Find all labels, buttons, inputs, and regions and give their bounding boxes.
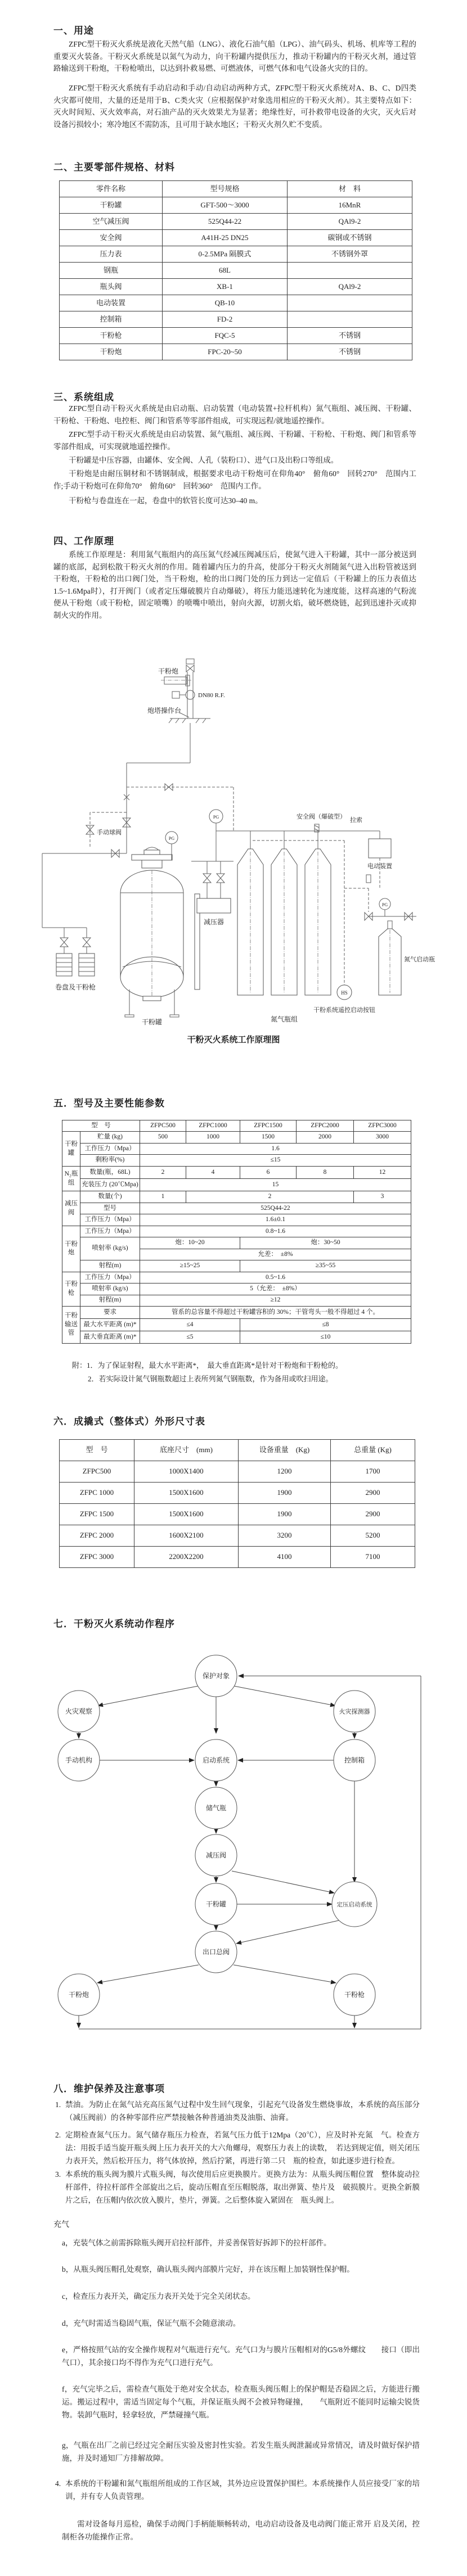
cell: ≥35~55	[240, 1260, 411, 1272]
working-principle-diagram	[0, 652, 467, 1051]
platform-label: 炮塔操作台	[147, 707, 182, 715]
cell: 2	[140, 1166, 186, 1178]
cell: 干粉罐	[62, 1132, 80, 1166]
final-paragraph: 需对设备每月巡检，确保手动阀门手柄能顺畅转动，电动启动设备及电动阀门能正常开 启及关闭，控制柜各功能操作正常。	[62, 2520, 420, 2541]
header-cell: 总重量 (Kg)	[331, 1440, 415, 1461]
cell: 2200X2200	[134, 1547, 239, 1568]
cell: 1200	[239, 1461, 331, 1483]
header-cell: 设备重量 (Kg)	[239, 1440, 331, 1461]
flow-node-fire-detector: 火灾探测器	[339, 1709, 370, 1715]
maintenance-item-3: 3. 本系统的瓶头阀为膜片式瓶头阀，每次使用后应更换膜片。更换方法为：从瓶头阀压帽位置 整体旋动拉杆部件，待拉杆部件全部旋出之后，旋动压帽直至压帽脱落，取出弹簧、垫片及 破损膜片。更换全新膜片之后，在压帽内依次放入膜片，垫片，弹簧。之后整体旋入紧固在 瓶头阀上。	[55, 2168, 420, 2207]
cell: XB-1	[163, 279, 288, 295]
header-cell: 型 号	[60, 1440, 134, 1461]
cell: ZFPC 1500	[60, 1504, 134, 1525]
flow-node-powder-cannon: 干粉炮	[68, 1991, 89, 1999]
charging-item-d: d，充气时需适当稳固气瓶，保证气瓶不会随意滚动。	[62, 2319, 241, 2328]
diagram-caption: 干粉灭火系统工作原理图	[187, 1035, 280, 1045]
maintenance-item-2: 2. 定期检查氮气压力。氮气储存瓶压力检查，若氮气压力低于12Mpa（20℃），应及时补充氮 气。检查方法：用扳手适当旋开瓶头阀上压力表开关的大六角螺母，观察压力表上的读数， 若达到规定值，则关闭压力表开关，然后松开压力，将气体放掉，然后拧紧，再进行第二只 瓶的检查，如此逐步进行检查。	[55, 2128, 420, 2167]
cell: 8	[297, 1166, 354, 1178]
header-cell: 型号规格	[163, 181, 288, 197]
cell: 12	[354, 1166, 411, 1178]
section5-heading: 五．型号及主要性能参数	[53, 1098, 165, 1109]
flow-node-pressure-start-system: 定压启动系统	[336, 1902, 372, 1908]
cell: 最大垂直距离 (m)*	[80, 1331, 140, 1343]
cell: ZFPC 3000	[60, 1547, 134, 1568]
cell: FD-2	[163, 311, 288, 328]
cell: 1900	[239, 1504, 331, 1525]
cell: QAl9-2	[288, 279, 412, 295]
section3-paragraph-3: 干粉罐是中压容器，由罐体、安全阀、人孔（装粉口）、进气口及出粉口等组成。	[69, 456, 339, 464]
charging-item-g: g，气瓶在出厂之前已经过完全耐压实验及密封性实验。若发生瓶头阀泄漏或异常情况，请及时做好保护措施，并及时通知厂方排解故障。	[62, 2441, 420, 2462]
parts-spec-table	[59, 180, 412, 360]
item-number: 4.	[55, 2479, 61, 2488]
cell: 3200	[239, 1525, 331, 1547]
cell: 525Q44-22	[140, 1203, 411, 1214]
cell: 安全阀	[60, 230, 163, 246]
cell: 工作压力（Mpa）	[80, 1143, 140, 1154]
cell: 4100	[239, 1547, 331, 1568]
cell: 射程(m)	[80, 1295, 140, 1306]
cell: 5（允差： ±8%）	[140, 1284, 411, 1295]
section1-paragraph-1: ZFPC型干粉灭火系统是液化天然气船（LNG）、液化石油气船（LPG）、油气码头、机场、机库等工程的重要灭火装备。干粉灭火系统是以氮气为动力，向干粉罐内提供压力，推动干粉罐内的干粉灭火剂，通过管路输送到干粉炮，干粉枪喷出，以达到扑救易燃、可燃液体，可燃气体和电气设备火灾的目的。	[53, 40, 416, 73]
flow-node-fire-observation: 火灾观察	[65, 1707, 93, 1715]
cell: 数量(个)	[80, 1191, 140, 1203]
cell: 68L	[163, 263, 288, 279]
cell: ≤8	[240, 1319, 411, 1331]
cell: 喷射率 (kg/s)	[80, 1284, 140, 1295]
section2-heading: 二、主要零部件规格、材料	[53, 162, 175, 173]
item-number: 2.	[55, 2131, 61, 2139]
dimensions-table	[59, 1439, 415, 1568]
cell: 充装压力 (20℃Mpa)	[80, 1179, 140, 1191]
section3-paragraph-1: ZFPC型自动干粉灭火系统是由启动瓶、启动装置（电动装置+拉杆机构）氮气瓶组、减压阀、干粉罐、干粉枪、干粉炮、电控柜、阀门和管系等零部件组成，可实现远程/就地遥控操作。	[53, 404, 416, 425]
manifold-lines	[209, 810, 391, 888]
cell: 干粉炮	[62, 1226, 80, 1272]
cell: 数量(瓶，68L)	[80, 1166, 140, 1178]
charging-item-a: a，充装气体之前需拆除瓶头阀开启拉杆部件，并妥善保管好拆卸下的拉杆部件。	[62, 2239, 331, 2247]
charging-item-e: e，严格按照气站的安全操作规程对气瓶进行充气。充气口为与膜片压帽相对的G5/8外螺纹 接口（即出气口），其余接口均不得作为充气口进行充气。	[62, 2345, 420, 2367]
flow-node-gas-bottle: 储气瓶	[205, 1804, 227, 1812]
cell: 5200	[331, 1525, 415, 1547]
cell: 要求	[80, 1307, 140, 1319]
cell: 16MnR	[288, 197, 412, 214]
performance-table	[62, 1120, 411, 1344]
section3-paragraph-5: 干粉枪与卷盘连在一起，卷盘中的软管长度可达30–40 m。	[69, 496, 263, 505]
reducer-label: 减压器	[203, 918, 224, 926]
cell: 0.8~1.6	[140, 1226, 411, 1237]
reel-gun-label: 卷盘及干粉枪	[55, 983, 96, 991]
cell: 3000	[354, 1132, 411, 1143]
cell: 15	[140, 1179, 411, 1191]
cell: ≤15	[140, 1155, 411, 1166]
cell: 2900	[331, 1504, 415, 1525]
cell: 1000	[186, 1132, 240, 1143]
header-cell: 型 号	[62, 1120, 140, 1132]
cell: 1.6	[140, 1143, 411, 1154]
cell: ZFPC 2000	[60, 1525, 134, 1547]
cell: 1000X1400	[134, 1461, 239, 1483]
cell: ≥12	[140, 1295, 411, 1306]
cell: 2	[186, 1191, 354, 1203]
cell: 型号	[80, 1203, 140, 1214]
cell	[288, 311, 412, 328]
cell: 1500X1600	[134, 1483, 239, 1504]
nitrogen-group-label: 氮气瓶组	[270, 1015, 298, 1023]
cell: 1	[140, 1191, 186, 1203]
cell: 最大水平距离 (m)*	[80, 1319, 140, 1331]
cell: FQC-5	[163, 328, 288, 344]
cell: 4	[186, 1166, 240, 1178]
cell: 贮量 (kg)	[80, 1132, 140, 1143]
cell: 干粉罐	[60, 197, 163, 214]
cell: 7100	[331, 1547, 415, 1568]
section3-heading: 三、系统组成	[53, 392, 114, 403]
cell: 电动装置	[60, 295, 163, 311]
flow-node-reducing-valve: 减压阀	[205, 1851, 227, 1859]
manifold-pressure-gauge-label: PG	[213, 815, 219, 820]
starter-bottle-label: 氮气启动瓶	[404, 956, 435, 963]
tank-label: 干粉罐	[141, 1018, 163, 1026]
cell: 控制箱	[60, 311, 163, 328]
header-cell: 底座尺寸 (mm)	[134, 1440, 239, 1461]
header-cell: 材 料	[288, 181, 412, 197]
section1-heading: 一、用途	[53, 25, 94, 36]
flow-node-manual-mechanism: 手动机构	[65, 1756, 93, 1764]
starter-pressure-gauge-label: PG	[381, 902, 388, 907]
cell: 干粉枪	[62, 1272, 80, 1306]
cable-label: 拉索	[350, 817, 362, 824]
safety-valve-label: 安全阀（爆破型）	[297, 814, 346, 820]
header-cell: ZFPC2000	[297, 1120, 354, 1132]
maintenance-item-4: 4. 本系统的干粉罐和氮气瓶组所组成的工作区域，其外边应设置保护围栏。本系统操作人员应接受厂家的培训，并有专人负责管理。	[55, 2477, 420, 2503]
cell: 炮：10~20	[140, 1237, 240, 1249]
section4-heading: 四、工作原理	[53, 536, 114, 546]
cell: 1900	[239, 1483, 331, 1504]
manual-ball-valve-label: 手动球阀	[97, 829, 122, 836]
cell: 525Q44-22	[163, 214, 288, 230]
cell: 不锈钢	[288, 328, 412, 344]
starter-bottle-symbol	[344, 875, 416, 995]
cell: ZFPC 1000	[60, 1483, 134, 1504]
cell: 空气减压阀	[60, 214, 163, 230]
flow-node-protected-object: 保护对象	[202, 1672, 230, 1680]
remote-button-label: 干粉系统遥控启动按钮	[313, 1007, 375, 1014]
cell: 喷射率 (kg/s)	[80, 1237, 140, 1260]
cell: 钢瓶	[60, 263, 163, 279]
cell: 允差： ±8%	[140, 1249, 411, 1260]
section4-paragraph-1: 系统工作原理是：利用氮气瓶组内的高压氮气经减压阀减压后，使氮气进入干粉罐，其中一部分被送到罐的底部，起到松散干粉灭火剂的作用。随着罐内压力的升高，使部分干粉灭火剂随氮气进入出粉管被送到干粉炮，干粉枪的出口阀门处，当干粉炮，枪的出口阀门处的压力到达一定值后（干粉罐上的压力表值达1.5~1.6Mpa时），打开阀门（或者定压爆破膜片自动爆破），将压力能迅速转化为速度能，这样高速的气粉流便从干粉炮（或干粉枪，固定喷嘴）的喷嘴中喷出，射向火源，切割火焰，破坏燃烧链，起到迅速扑灭或抑制火灾的作用。	[53, 550, 416, 620]
cell: 1600X2100	[134, 1525, 239, 1547]
cell: 2000	[297, 1132, 354, 1143]
cell: 干粉输送管	[62, 1307, 80, 1344]
flow-node-powder-tank: 干粉罐	[205, 1900, 227, 1908]
section1-paragraph-2: ZFPC型干粉灭火系统有手动启动和手动/自动启动两种方式，ZFPC型干粉灭火系统对A、B、C、D四类火灾都可使用，大量的还是用于B、C类火灾（应根据保护对象选用相应的干粉灭火剂）。其主要特点如下：灭火时间短、灭火效率高，对石油产品的灭火效果尤为显著；绝缘性好，可扑救带电设备的火灾，灭火后对设备污损较小；寒冷地区不需防冻，且可用于缺水地区；干粉灭火剂久贮不变质。	[53, 84, 416, 129]
cell: A41H-25 DN25	[163, 230, 288, 246]
charging-item-c: c，检查压力表开关，确定压力表开关处于完全关闭状态。	[62, 2292, 255, 2301]
header-cell: ZFPC1500	[240, 1120, 297, 1132]
section8-heading: 八．维护保养及注意事项	[53, 2084, 165, 2094]
remote-button-hs-label: HS	[341, 990, 348, 996]
header-cell: ZFPC1000	[186, 1120, 240, 1132]
cell: 1.6±0.1	[140, 1214, 411, 1226]
section3-paragraph-2: ZFPC型手动干粉灭火系统是由启动装置、氮气瓶组、减压阀、干粉罐、干粉枪、干粉炮、阀门和管系等零部件组成，可实现就地遥控操作。	[53, 430, 416, 451]
cell: ≤5	[140, 1331, 240, 1343]
table-note-1: 附：1．为了保证射程，最大水平距离*， 最大垂直距离*是针对干粉炮和干粉枪的。	[72, 1361, 343, 1370]
cell: 不锈钢外罩	[288, 246, 412, 263]
cell: 减压阀	[62, 1191, 80, 1226]
charging-item-f: f，充气完毕之后，需检查气瓶处于绝对安全状态，检查瓶头阀压帽上的保护帽是否稳固之后，方能进行搬运。搬运过程中，需适当固定每个气瓶，并保证瓶头阀不会被异物碰撞， 气瓶附近不能同时运输尖锐货物。装卸气瓶时，轻拿轻放，严禁碰撞气瓶。	[62, 2385, 420, 2419]
dn80-label: DN80 R.F.	[198, 692, 225, 699]
cell: 1700	[331, 1461, 415, 1483]
cell: FPC-20~50	[163, 344, 288, 360]
cell: 剩粉率(%)	[80, 1155, 140, 1166]
cell: 射程(m)	[80, 1260, 140, 1272]
section7-heading: 七．干粉灭火系统动作程序	[53, 1619, 175, 1629]
cell: 干粉炮	[60, 344, 163, 360]
charging-item-b: b，从瓶头阀压帽孔处观察，确认瓶头阀内部膜片完好，并在该压帽上加装钢性保护帽。	[62, 2265, 354, 2274]
flow-node-control-box: 控制箱	[344, 1756, 365, 1764]
cell: 管系的总容量不得超过干粉罐容积的 30%；干管弯头一般不得超过 4 个。	[140, 1307, 411, 1319]
cell: 不锈钢	[288, 344, 412, 360]
flow-node-powder-gun: 干粉枪	[344, 1991, 365, 1999]
cell: 工作压力（Mpa）	[80, 1214, 140, 1226]
tank-pressure-gauge-label: PG	[168, 836, 175, 841]
cell: N₂瓶组	[62, 1166, 80, 1191]
cell: GFT-500～3000	[163, 197, 288, 214]
cell: QB-10	[163, 295, 288, 311]
flowchart-edges	[79, 1676, 421, 2029]
cell: 500	[140, 1132, 186, 1143]
cell: ZFPC500	[60, 1461, 134, 1483]
cell: 工作压力（Mpa）	[80, 1272, 140, 1283]
cell: 碳钢或不锈钢	[288, 230, 412, 246]
hose-reel-symbols	[56, 938, 95, 976]
cell	[288, 263, 412, 279]
cell: 1500	[240, 1132, 297, 1143]
maintenance-item-1: 1. 禁油。为防止在氮气站充高压氮气过程中发生回气现象，引起充气设备发生燃烧事故，本系统的高压部分（减压阀前）的各种零部件应严禁接触各种普通油类及油脂、油膏。	[55, 2098, 420, 2124]
cell: 2900	[331, 1483, 415, 1504]
table-note-2: 2．若实际设计氮气钢瓶数超过上表所列氮气钢瓶数，作为备用或吹扫用途。	[88, 1375, 333, 1383]
cell: 工作压力（Mpa）	[80, 1226, 140, 1237]
cannon-label: 干粉炮	[158, 667, 179, 675]
cell: 6	[240, 1166, 297, 1178]
cell: 0-2.5MPa 隔膜式	[163, 246, 288, 263]
nitrogen-cylinders-symbol	[237, 831, 344, 995]
header-cell: ZFPC3000	[354, 1120, 411, 1132]
pressure-reducer-symbol	[191, 861, 234, 913]
cell: QAl9-2	[288, 214, 412, 230]
header-cell: ZFPC500	[140, 1120, 186, 1132]
charging-subheading: 充气	[53, 2221, 69, 2229]
item-number: 3.	[55, 2170, 61, 2179]
section6-heading: 六．成撬式（整体式）外形尺寸表	[53, 1416, 205, 1427]
cell: ≤4	[140, 1319, 240, 1331]
flow-node-start-system: 启动系统	[202, 1756, 230, 1764]
cell: 3	[354, 1191, 411, 1203]
flowchart-nodes	[58, 1655, 377, 2015]
item-number: 1.	[55, 2100, 61, 2109]
motor-device-label: 电动装置	[367, 863, 392, 870]
cell: 干粉枪	[60, 328, 163, 344]
cell	[288, 295, 412, 311]
cell: 炮：30~50	[240, 1237, 411, 1249]
cell: 1500X1600	[134, 1504, 239, 1525]
cell: 0.5~1.6	[140, 1272, 411, 1283]
cell: 瓶头阀	[60, 279, 163, 295]
cell: ≤10	[240, 1331, 411, 1343]
section3-paragraph-4: 干粉炮是由耐压铜材和不锈钢制成，根据要求电动干粉炮可在仰角40° 俯角60° 回转270° 范围内工作;手动干粉炮可在仰角70° 俯角60° 回转360° 范围内工作。	[53, 469, 416, 490]
header-cell: 零件名称	[60, 181, 163, 197]
action-sequence-flowchart	[0, 1651, 467, 2044]
flow-node-outlet-valve: 出口总阀	[202, 1948, 230, 1956]
powder-tank-symbol	[120, 831, 200, 1017]
cell: ≥15~25	[140, 1260, 240, 1272]
cell: 压力表	[60, 246, 163, 263]
